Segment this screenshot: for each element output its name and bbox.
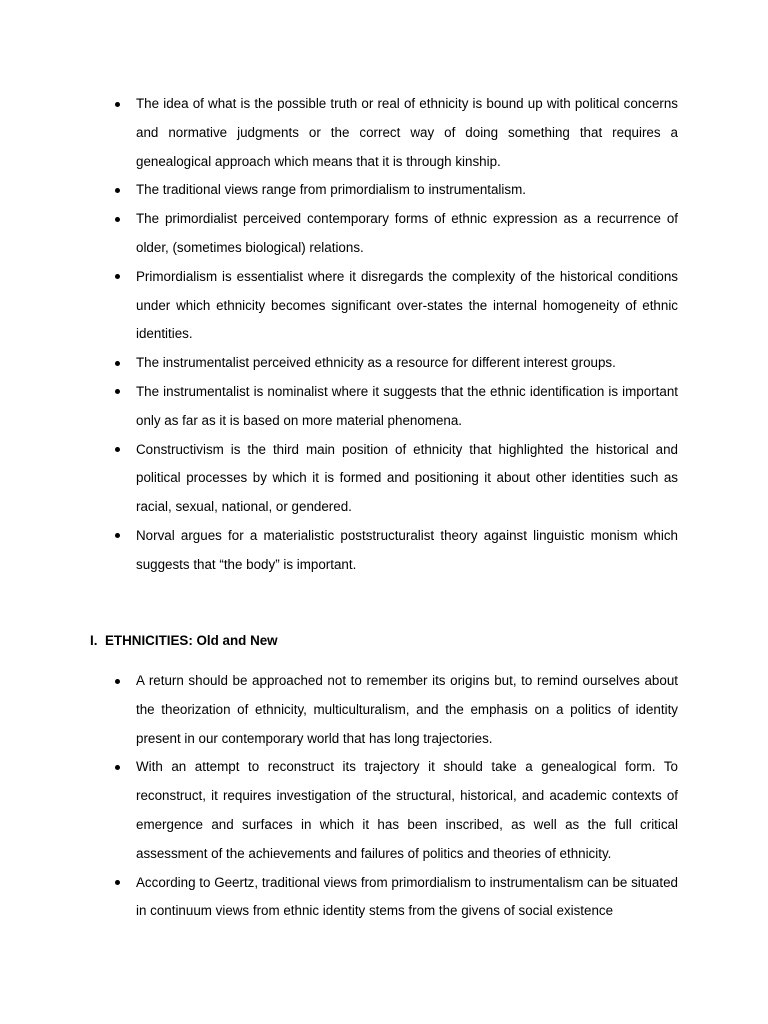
list-item: A return should be approached not to remember its origins but, to remind ourselves about the theorization of ethnicity, multiculturalism, and the emphasis on a politics of identity present in our contemporary world that has long trajectories. [136, 667, 678, 753]
list-item: Primordialism is essentialist where it disregards the complexity of the historical conditions under which ethnicity becomes significant over-states the internal homogeneity of ethnic identities. [136, 263, 678, 349]
section-heading [90, 631, 278, 651]
list-item: The instrumentalist perceived ethnicity as a resource for different interest groups. [136, 349, 678, 378]
list-item: The instrumentalist is nominalist where it suggests that the ethnic identification is important only as far as it is based on more material phenomena. [136, 378, 678, 436]
list-item: According to Geertz, traditional views from primordialism to instrumentalism can be situated in continuum views from ethnic identity stems from the givens of social existence [136, 869, 678, 927]
bullet-list-ethnicities [136, 667, 678, 926]
list-item: With an attempt to reconstruct its trajectory it should take a genealogical form. To reconstruct, it requires investigation of the structural, historical, and academic contexts of emergence and surfaces in which it has been inscribed, as well as the full critical assessment of the achievements and failures of politics and theories of ethnicity. [136, 753, 678, 868]
list-item: The traditional views range from primordialism to instrumentalism. [136, 176, 678, 205]
bullet-list-summary [136, 90, 678, 580]
list-item: The primordialist perceived contemporary forms of ethnic expression as a recurrence of older, (sometimes biological) relations. [136, 205, 678, 263]
section-title: ETHNICITIES: Old and New [105, 633, 278, 648]
list-item: Constructivism is the third main position of ethnicity that highlighted the historical and political processes by which it is formed and positioning it about other identities such as racial, sexual, national, or gendered. [136, 436, 678, 522]
list-item: The idea of what is the possible truth or real of ethnicity is bound up with political concerns and normative judgments or the correct way of doing something that requires a genealogical approach which means that it is through kinship. [136, 90, 678, 176]
list-item: Norval argues for a materialistic poststructuralist theory against linguistic monism which suggests that “the body” is important. [136, 522, 678, 580]
section-numeral: I. [90, 633, 98, 648]
